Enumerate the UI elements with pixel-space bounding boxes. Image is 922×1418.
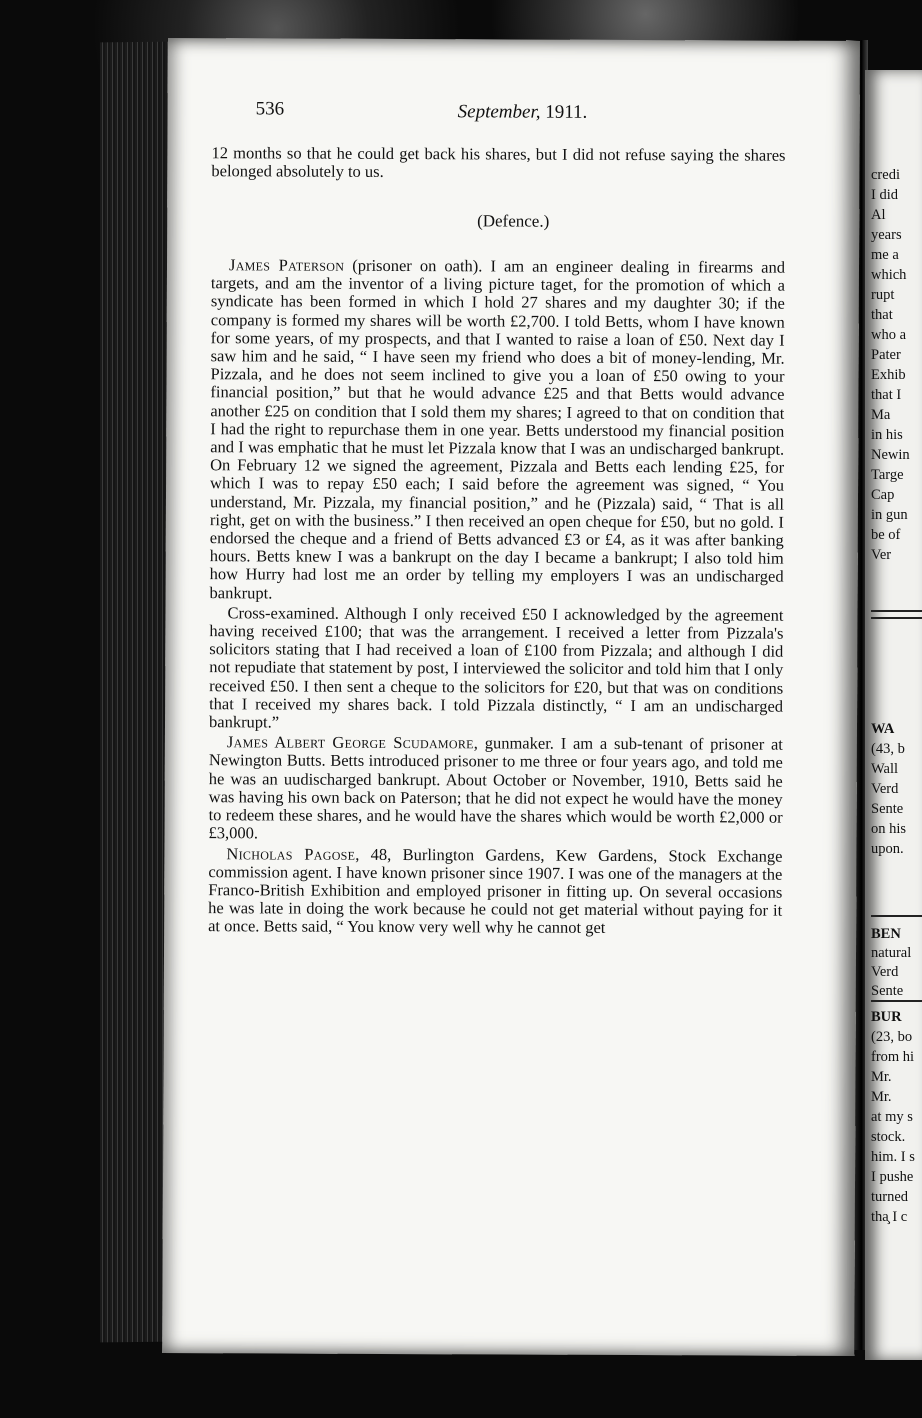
facing-text-line: (23, bo <box>871 1029 913 1045</box>
facing-text-line: natural <box>871 945 912 961</box>
continuation-text: 12 months so that he could get back his shares, but I did not refuse saying the shares belonged absolutely to us. <box>211 143 786 182</box>
paragraph-paterson <box>210 256 786 604</box>
witness-name: Nicholas Pagose <box>226 843 356 864</box>
facing-text-line: Sente <box>871 983 904 999</box>
facing-text-line: Ver <box>871 547 892 563</box>
facing-text-line: years <box>871 227 902 243</box>
facing-text-line: Targe <box>871 467 904 483</box>
facing-text-line: stock. <box>871 1129 906 1145</box>
continuation-paragraph <box>211 144 785 183</box>
paragraph-text: , gunmaker. I am a sub-tenant of prisoner at Newington Butts. Betts introduced prisoner to me three or four years ago, and told me he was an uudischarged bankrupt. About October or November, 1910, Betts said he was having his own back on Paterson; that he did not expect he would have the money to redeem these shares, and he would have the shares which would be worth £2,000 or £3,000. <box>208 733 783 843</box>
facing-text-line: WA <box>871 721 895 737</box>
facing-text-line: which <box>871 267 907 283</box>
paragraph-text: (prisoner on oath). I am an engineer dealing in firearms and targets, and am the inventor of a living picture taget, for the promotion of which a syndicate has been formed in which I hold 27 shares and my daughter 30; if the company is formed my shares will be worth £2,700. I told Betts, whom I have known for some years, of my prospects, and that I wanted to raise a loan of £50. Next day I saw him and he said, “ I have seen my friend who does a bit of money-lending, Mr. Pizzala, and he does not seem inclined to give you a loan of £50 owing to your financial position,” but that he would advance £25 and that Betts would advance another £25 on condition that I sold them my shares; I agreed to that on condition that I had the right to repurchase them in one year. Betts understood my financial position and I was emphatic that he must let Pizzala know that I was an undischarged bankrupt. On February 12 we signed the agreement, Pizzala and Betts each lending £25, for which I was to repay £50 each; I said before the agreement was signed, “ You understand, Mr. Pizzala, my financial position,” and he (Pizzala) said, “ That is all right, get on with the business.” I then received an open cheque for £50, but no gold. I endorsed the cheque and a friend of Betts advanced £3 or £4, as it was after banking hours. Betts knew I was a bankrupt on the day I became a bankrupt; I also told him how Hurry had lost me an order by telling my employers I was an undischarged bankrupt. <box>209 255 786 603</box>
facing-text-line: him. I s <box>871 1149 915 1165</box>
facing-text-line: BUR <box>871 1009 902 1025</box>
facing-text-line: turned <box>871 1189 909 1205</box>
page-number: 536 <box>255 98 285 120</box>
facing-text-line: Ma <box>871 407 891 423</box>
facing-text-line: Wall <box>871 761 899 777</box>
facing-text-line: BEN <box>871 926 901 942</box>
section-rule <box>871 1000 922 1002</box>
section-rule <box>871 915 922 917</box>
witness-name: James Paterson <box>228 255 345 275</box>
running-head-month: September, <box>457 101 541 123</box>
facing-text-line: that <box>871 307 893 323</box>
facing-text-line: on his <box>871 821 907 837</box>
section-rule <box>871 617 922 619</box>
section-heading: (Defence.) <box>477 211 550 231</box>
running-head-year: 1911. <box>540 101 588 123</box>
paragraph-pagose <box>208 845 782 939</box>
facing-text-line: at my s <box>871 1109 913 1125</box>
facing-text-line: Mr. <box>871 1069 892 1085</box>
facing-text-line: Sente <box>871 801 904 817</box>
facing-text-line: Verd <box>871 964 899 980</box>
facing-text-line: Newin <box>871 447 910 463</box>
page-header <box>168 98 860 131</box>
facing-text-line: Al <box>871 207 886 223</box>
facing-text-line: rupt <box>871 287 895 303</box>
book-page-edge <box>100 42 170 1343</box>
facing-text-line: be of <box>871 527 901 543</box>
facing-text-line: in gun <box>871 507 908 523</box>
paragraph-text: , 48, Burlington Gardens, Kew Gardens, Stock Exchange commission agent. I have known prisoner since 1907. I was one of the managers at the Franco-British Exhibition and employed prisoner in fitting up. On several occasions he was late in doing the work because he could not get material without paying for it at once. Betts said, “ You know very well why he cannot get <box>208 844 783 938</box>
body-text <box>208 256 785 938</box>
facing-text-line: who a <box>871 327 907 343</box>
paragraph-scudamore <box>208 733 782 845</box>
book-page-left <box>162 38 860 1356</box>
facing-text-line: tha̧ I c <box>871 1209 908 1225</box>
witness-name: James Albert George Scudamore <box>226 732 474 753</box>
facing-text-line: credi <box>871 167 900 183</box>
facing-text-line: Mr. <box>871 1089 892 1105</box>
facing-text-line: Exhib <box>871 367 906 383</box>
facing-text-line: I pushe <box>871 1169 914 1185</box>
facing-text-line: (43, b <box>871 741 905 757</box>
paragraph-cross-examined: Cross-examined. Although I only received £50 I acknowledged by the agreement having received £100; that was the arrangement. I received a letter from Pizzala's solicitors stating that I had received a loan of £100 from Pizzala; and although I did not repudiate that statement by post, I interviewed the solicitor and told him that I only received £50. I then sent a cheque to the solicitors for £20, but that was on conditions that I received my shares back. I told Pizzala distinctly, “ I am an undischarged bankrupt.” <box>208 603 784 732</box>
facing-text-line: that I <box>871 387 902 403</box>
section-rule <box>871 610 922 612</box>
facing-text-line: Pater <box>871 347 901 363</box>
facing-text-line: in his <box>871 427 903 443</box>
facing-text-line: upon. <box>871 841 904 857</box>
facing-text-line: Verd <box>871 781 899 797</box>
facing-text-line: I did <box>871 187 898 203</box>
facing-text-line: me a <box>871 247 899 263</box>
book-page-right <box>865 70 922 1360</box>
facing-text-line: Cap <box>871 487 895 503</box>
facing-text-line: from hi <box>871 1049 915 1065</box>
running-head <box>458 101 588 124</box>
